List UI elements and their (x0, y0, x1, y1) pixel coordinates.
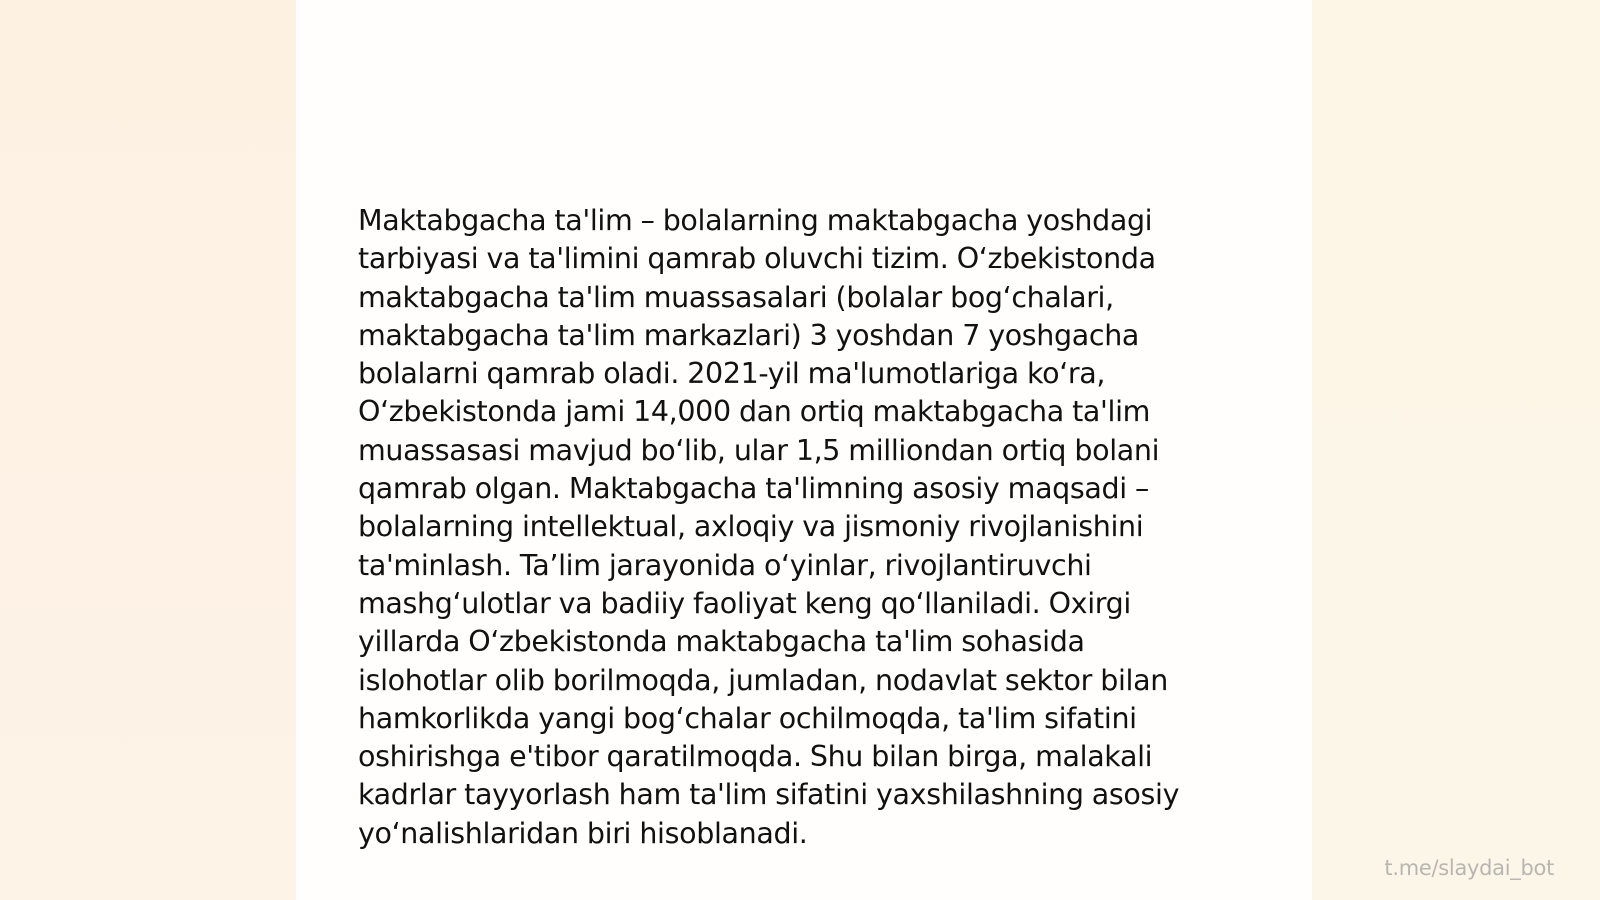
text-line: bolalarni qamrab oladi. 2021-yil ma'lumotlariga ko‘ra, (358, 357, 1106, 391)
text-line: yo‘nalishlaridan biri hisoblanadi. (358, 816, 808, 850)
text-line: hamkorlikda yangi bog‘chalar ochilmoqda, ta'lim sifatini (358, 701, 1137, 735)
text-line: Maktabgacha ta'lim – bolalarning maktabgacha yoshdagi (358, 204, 1153, 237)
text-line: O‘zbekistonda jami 14,000 dan ortiq maktabgacha ta'lim (358, 395, 1151, 429)
text-line: yillarda O‘zbekistonda maktabgacha ta'lim sohasida (358, 625, 1085, 659)
text-line: islohotlar olib borilmoqda, jumladan, nodavlat sektor bilan (358, 663, 1168, 697)
text-line: ta'minlash. Ta’lim jarayonida o‘yinlar, rivojlantiruvchi (358, 548, 1092, 582)
watermark-text: t.me/slaydai_bot (1384, 856, 1554, 880)
body-paragraph (358, 202, 1258, 853)
text-line: muassasasi mavjud bo‘lib, ular 1,5 milliondan ortiq bolani (358, 433, 1160, 467)
text-line: oshirishga e'tibor qaratilmoqda. Shu bilan birga, malakali (358, 740, 1153, 774)
text-line: qamrab olgan. Maktabgacha ta'limning asosiy maqsadi – (358, 472, 1149, 506)
text-line: bolalarning intellektual, axloqiy va jismoniy rivojlanishini (358, 510, 1144, 544)
text-line: mashg‘ulotlar va badiiy faoliyat keng qo‘llaniladi. Oxirgi (358, 586, 1131, 620)
text-line: maktabgacha ta'lim markazlari) 3 yoshdan 7 yoshgacha (358, 318, 1140, 352)
text-line: tarbiyasi va ta'limini qamrab oluvchi tizim. O‘zbekistonda (358, 242, 1156, 276)
text-line: maktabgacha ta'lim muassasalari (bolalar bog‘chalari, (358, 280, 1114, 314)
background-left-panel (0, 0, 296, 900)
text-line: kadrlar tayyorlash ham ta'lim sifatini yaxshilashning asosiy (358, 778, 1180, 812)
background-right-panel (1312, 0, 1600, 900)
slide-content-panel (296, 0, 1312, 900)
